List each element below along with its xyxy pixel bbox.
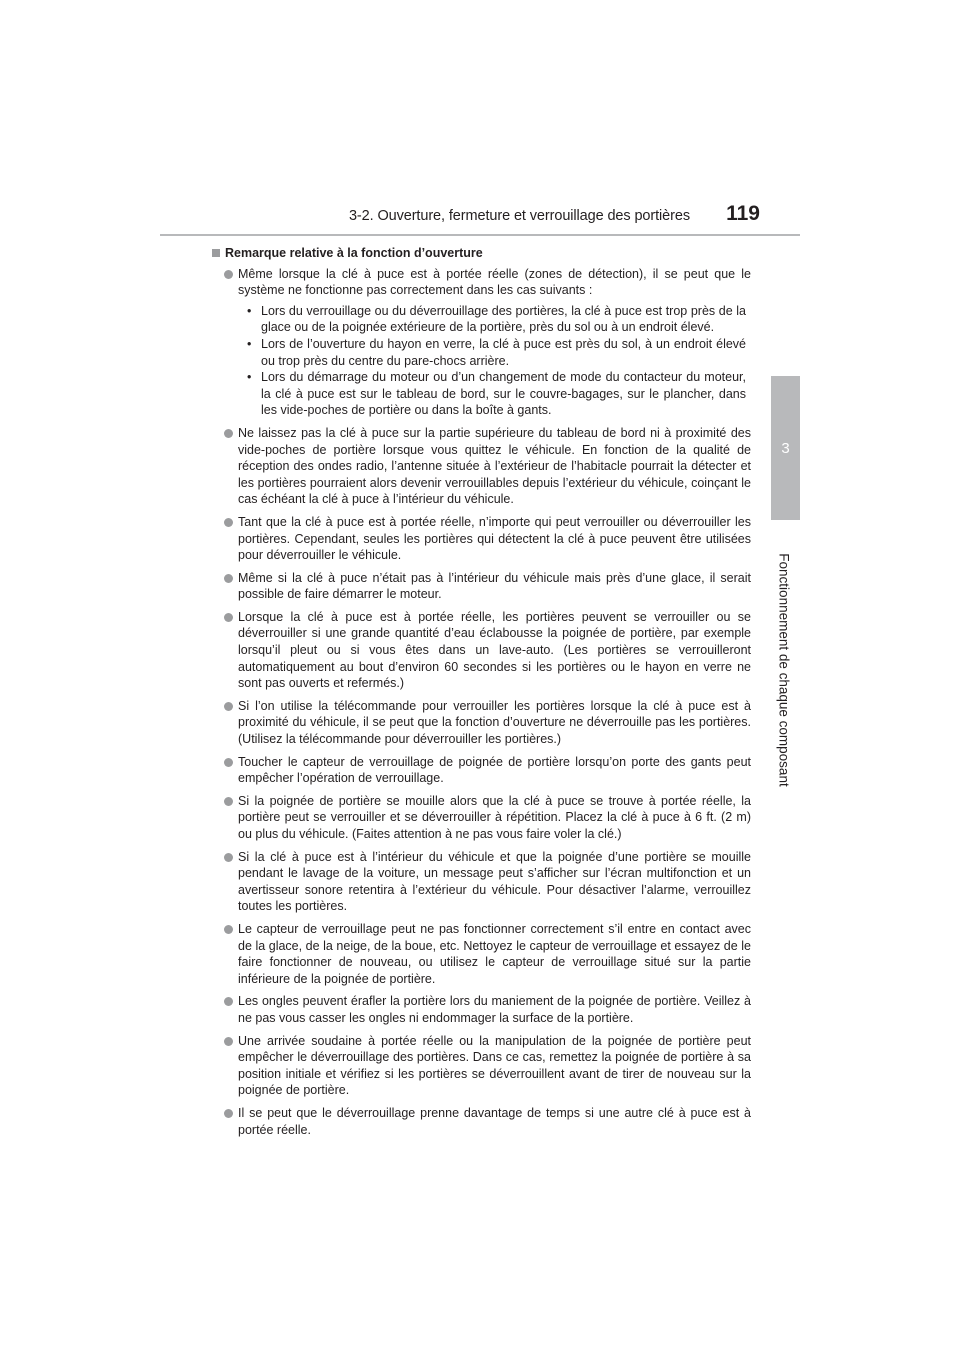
list-item-text: Même si la clé à puce n’était pas à l’intérieur du véhicule mais près d’une glace, il serait possible de faire démarrer le moteur. [238,570,751,602]
sub-list-item-text: Lors du verrouillage ou du déverrouillage des portières, la clé à puce est trop près de la glace ou de la poignée extérieure de la portière, près du sol ou à un endroit élevé. [261,303,746,335]
list-item [212,849,751,915]
page-content [212,245,751,1144]
circle-bullet-icon [224,574,233,583]
list-item [212,1033,751,1099]
circle-bullet-icon [224,1109,233,1118]
circle-bullet-icon [224,853,233,862]
circle-bullet-icon [224,613,233,622]
section-title-text: Remarque relative à la fonction d’ouverture [225,246,483,260]
sub-list-item-text: Lors du démarrage du moteur ou d’un changement de mode du contacteur du moteur, la clé à puce est sur le tableau de bord, sur le couvre-bagages, sur le plancher, dans les vide-poches de portière ou dans la boîte à gants. [261,370,746,418]
square-bullet-icon [212,249,220,257]
chapter-title: Fonctionnement de chaque composant [776,553,792,787]
list-item [212,754,751,787]
list-item-text: Tant que la clé à puce est à portée réelle, n’importe qui peut verrouiller ou déverrouiller les portières. Cependant, seules les portières qui détectent la clé à puce peuvent être utilisées pour déverrouiller le véhicule. [238,514,751,563]
list-item [212,425,751,508]
list-item [212,993,751,1026]
list-item-text: Ne laissez pas la clé à puce sur la partie supérieure du tableau de bord ni à proximité des vide-poches de portière lorsque vous quittez le véhicule. En fonction de la qualité de réception des ondes radio, l’antenne située à l’extérieur de l’habitacle pourrait la détecter et les portières pourraient alors devenir verrouillables depuis l’extérieur du véhicule, coinçant le cas échéant la clé à puce à l’intérieur du véhicule. [238,425,751,507]
header-divider [160,234,800,236]
dot-bullet-icon: • [247,303,252,318]
list-item-text: Toucher le capteur de verrouillage de poignée de portière lorsqu’on porte des gants peut empêcher l’opération de verrouillage. [238,754,751,786]
sub-list-item [238,336,746,369]
circle-bullet-icon [224,518,233,527]
list-item [212,266,751,419]
chapter-number: 3 [781,439,790,457]
section-title [212,245,751,262]
list-item-text: Il se peut que le déverrouillage prenne davantage de temps si une autre clé à puce est à portée réelle. [238,1105,751,1137]
list-item-text: Les ongles peuvent érafler la portière lors du maniement de la poignée de portière. Veillez à ne pas vous casser les ongles ni endommager la surface de la portière. [238,994,751,1025]
circle-bullet-icon [224,758,233,767]
sub-list-item [238,303,746,336]
list-item-text: Si la clé à puce est à l’intérieur du véhicule et que la poignée d’une portière se mouille pendant le lavage de la voiture, un message peut s’afficher sur l’écran multifonction et un avertisseur sonore retentira à l’extérieur du véhicule. Pour désactiver l’alarme, verrouillez toutes les portières. [238,849,751,914]
dot-bullet-icon: • [247,370,252,385]
circle-bullet-icon [224,997,233,1006]
circle-bullet-icon [224,429,233,438]
list-item-text: Lorsque la clé à puce est à portée réelle, les portières peuvent se verrouiller ou se déverrouiller si une grande quantité d’eau éclabousse la poignée de portière, par exemple lorsqu’il pleut ou si vous êtes dans un lave-auto. (Les portières se verrouilleront automatiquement au bout d’environ 60 secondes si les portières ou le hayon en verre ne sont pas ouverts et refermés.) [238,609,751,691]
list-item [212,698,751,748]
list-item [212,793,751,843]
sub-list [238,303,751,419]
circle-bullet-icon [224,925,233,934]
sub-list-item [238,369,746,419]
list-item-text: Le capteur de verrouillage peut ne pas fonctionner correctement s’il entre en contact avec de la glace, de la neige, de la boue, etc. Nettoyez le capteur de verrouillage et essayez de le faire fonctionner de nouveau, ou utilisez le capteur de verrouillage situé sur la partie inférieure de la poignée de portière. [238,921,751,986]
circle-bullet-icon [224,270,233,279]
list-item-text: Si la poignée de portière se mouille alors que la clé à puce se trouve à portée réelle, la portière peut se verrouiller et se déverrouiller à répétition. Placez la clé à puce à 6 ft. (2 m) ou plus du véhicule. (Faites attention à ne pas vous faire voler la clé.) [238,793,751,841]
list-item [212,514,751,564]
list-item-text: Une arrivée soudaine à portée réelle ou la manipulation de la poignée de portière peut empêcher le déverrouillage des portières. Dans ce cas, remettez la poignée de portière à sa position initiale et vérifiez si les portières se déverrouillent avant de tirer de nouveau sur la poignée de portière. [238,1033,751,1098]
dot-bullet-icon: • [247,336,252,351]
list-item-text: Si l’on utilise la télécommande pour verrouiller les portières lorsque la clé à puce est à proximité du véhicule, il se peut que la fonction d’ouverture ne déverrouille pas les portières. (Utilisez la télécommande pour déverrouiller les portières.) [238,698,751,747]
section-heading: 3-2. Ouverture, fermeture et verrouillage des portières [348,208,690,224]
sub-list-item-text: Lors de l’ouverture du hayon en verre, la clé à puce est près du sol, à un endroit élevé ou trop près du centre du pare-chocs arrière. [261,336,746,368]
circle-bullet-icon [224,702,233,711]
circle-bullet-icon [224,797,233,806]
list-item [212,570,751,603]
circle-bullet-icon [224,1037,233,1046]
page-number: 119 [726,202,760,225]
list-item [212,609,751,692]
list-item [212,1105,751,1138]
page-header [300,202,760,228]
list-item-text: Même lorsque la clé à puce est à portée réelle (zones de détection), il se peut que le système ne fonctionne pas correctement dans les cas suivants : [238,266,751,298]
list-item [212,921,751,987]
chapter-tab [771,376,800,520]
